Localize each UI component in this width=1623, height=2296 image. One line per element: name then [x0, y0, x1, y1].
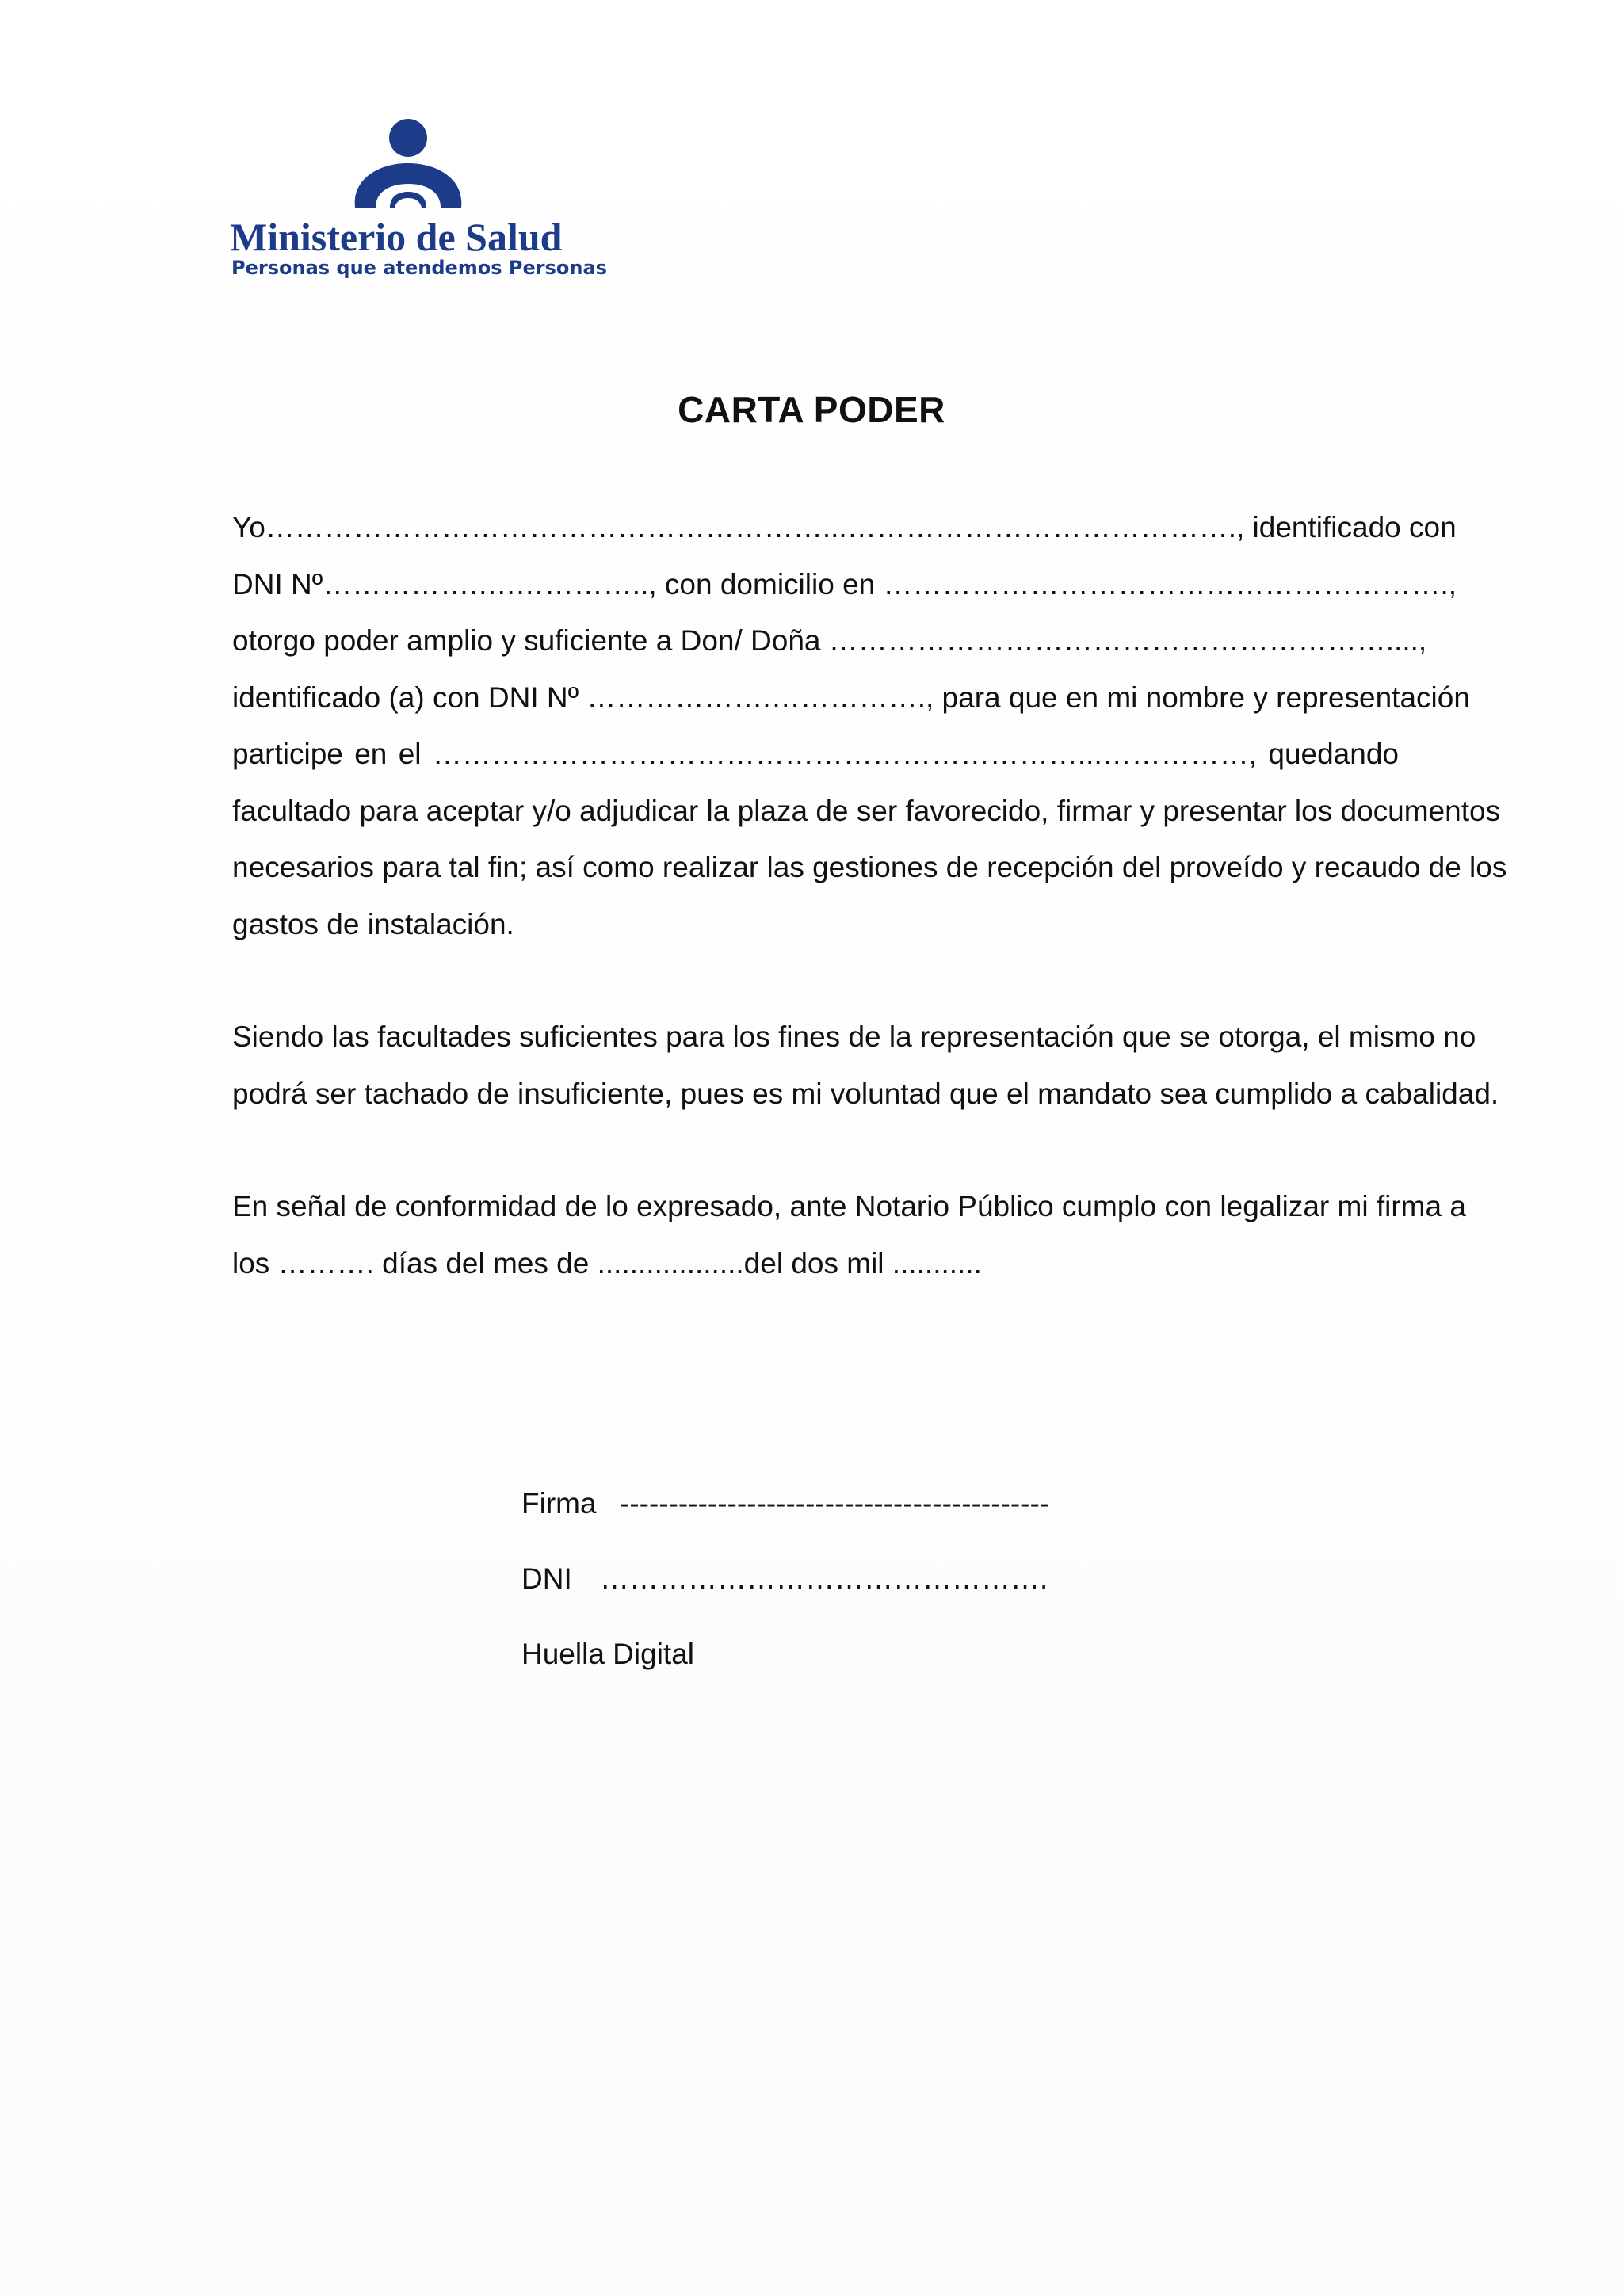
- paragraph-conformity: [232, 1178, 1466, 1291]
- fingerprint-label: Huella Digital: [521, 1638, 694, 1670]
- text-line: identificado (a) con DNI Nº ……………….……………., para que en mi nombre y representación: [232, 681, 1470, 714]
- fingerprint-field: [521, 1638, 694, 1671]
- text-line: podrá ser tachado de insuficiente, pues es mi voluntad que el mandato sea cumplido a cabalidad.: [232, 1077, 1499, 1110]
- ministerio-de-salud-emblem-icon: [349, 119, 468, 218]
- paragraph-power-grant: [232, 499, 1507, 952]
- text-line: En señal de conformidad de lo expresado, ante Notario Público cumplo con legalizar mi firma a: [232, 1190, 1466, 1222]
- signature-line: --------------------------------------------: [620, 1487, 1050, 1520]
- document-title: CARTA PODER: [678, 389, 945, 430]
- dni-field: [521, 1562, 1048, 1596]
- signature-field: [521, 1487, 1049, 1520]
- logo-name: Ministerio de Salud: [230, 215, 563, 259]
- signature-label: Firma: [521, 1487, 597, 1520]
- dni-line: ……………………………………….: [600, 1562, 1048, 1595]
- text-line: gastos de instalación.: [232, 907, 514, 940]
- dni-label: DNI: [521, 1562, 572, 1595]
- text-line: facultado para aceptar y/o adjudicar la plaza de ser favorecido, firmar y presentar los documentos: [232, 794, 1501, 827]
- ministry-logo: [230, 119, 607, 285]
- text-line: Yo…………………………………………………...…………………………………., identificado con: [232, 511, 1457, 543]
- logo-tagline: Personas que atendemos Personas: [231, 257, 607, 279]
- text-line: Siendo las facultades suficientes para los fines de la representación que se otorga, el mismo no: [232, 1020, 1476, 1053]
- paragraph-sufficiency: [232, 1009, 1499, 1122]
- text-line: los ………. días del mes de ..................del dos mil ...........: [232, 1246, 982, 1280]
- text-line: DNI Nº…………….….………….., con domicilio en ………………………………………………….,: [232, 567, 1457, 601]
- text-line: participe en el …………………………………………………………...……………, quedando: [232, 738, 1399, 770]
- text-line: otorgo poder amplio y suficiente a Don/ Doña …………………………………………………....,: [232, 624, 1427, 657]
- text-line: necesarios para tal fin; así como realizar las gestiones de recepción del proveído y recaudo de los: [232, 851, 1507, 883]
